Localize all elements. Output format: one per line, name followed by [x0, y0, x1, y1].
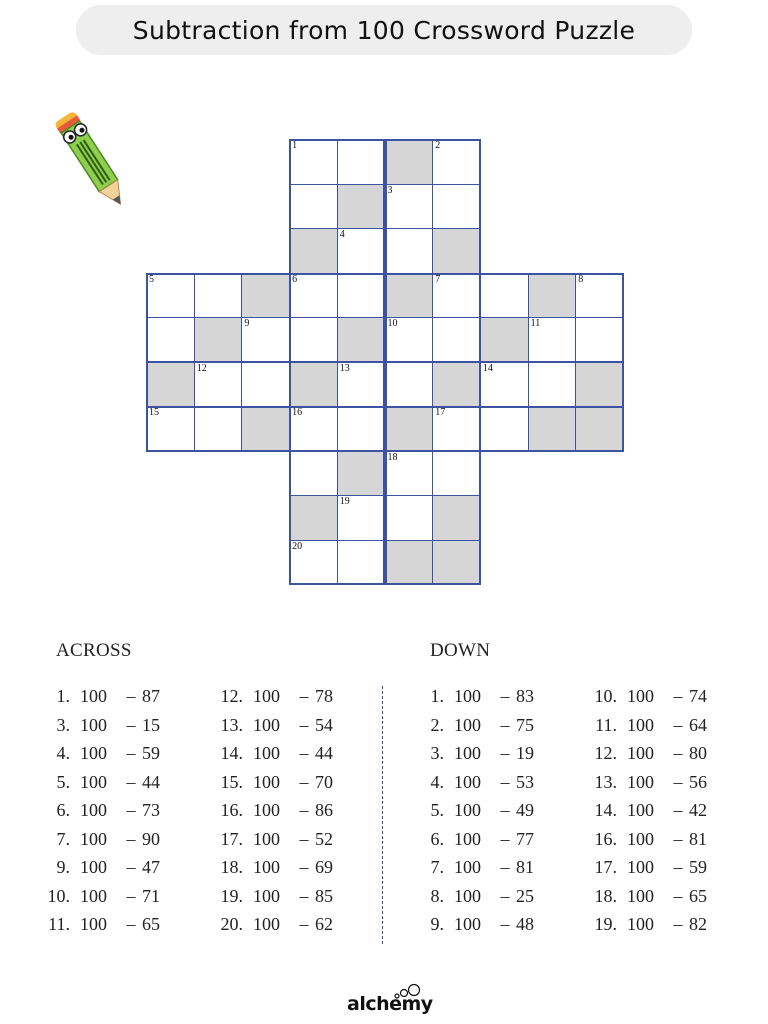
minus-sign: –: [126, 686, 136, 706]
clue-minuend: 100: [253, 885, 280, 906]
clue-subtrahend: 49: [516, 800, 534, 820]
blocked-cell: [432, 495, 481, 541]
column-divider: [382, 686, 383, 944]
clue-minuend: 100: [80, 885, 107, 906]
clue-number: 3: [387, 184, 393, 196]
minus-sign: –: [126, 857, 136, 877]
puzzle-cell[interactable]: [480, 406, 529, 452]
clue-subtrahend: 59: [689, 857, 707, 877]
clue-subtrahend: 69: [315, 857, 333, 877]
puzzle-cell[interactable]: [337, 495, 386, 541]
across-clue: [213, 768, 345, 796]
clue-subtrahend: 19: [516, 743, 534, 763]
minus-sign: –: [500, 714, 510, 735]
clue-minuend: 100: [253, 771, 280, 792]
minus-sign: –: [673, 828, 683, 849]
puzzle-cell[interactable]: [289, 451, 338, 497]
blocked-cell: [385, 540, 434, 586]
clue-number: 5.: [430, 800, 444, 820]
clue-number: 17: [435, 407, 446, 418]
clue-number: 10.: [594, 686, 617, 706]
clue-number: 9: [244, 318, 250, 329]
clue-subtrahend: 73: [142, 800, 160, 820]
clue-minuend: 100: [80, 743, 107, 763]
minus-sign: –: [126, 714, 136, 735]
clue-number: 20.: [220, 914, 243, 934]
blocked-cell: [528, 273, 577, 319]
blocked-cell: [432, 228, 481, 274]
down-clue: [414, 796, 546, 824]
minus-sign: –: [673, 686, 683, 706]
down-clue: [414, 711, 546, 739]
down-clue: [587, 853, 719, 881]
clue-number: 19.: [220, 885, 243, 906]
clue-number: 4.: [56, 743, 70, 763]
down-clue: [587, 768, 719, 796]
clue-minuend: 100: [454, 743, 481, 763]
clue-minuend: 100: [253, 686, 280, 706]
clue-number: 3.: [56, 714, 70, 735]
across-clue: [213, 910, 345, 938]
clue-subtrahend: 74: [689, 686, 707, 706]
clue-subtrahend: 90: [142, 828, 160, 849]
clue-number: 1.: [430, 686, 444, 706]
bubbles-icon: [393, 983, 423, 1001]
down-clue: [587, 739, 719, 767]
minus-sign: –: [500, 743, 510, 763]
clue-number: 14: [482, 362, 493, 374]
puzzle-cell[interactable]: [194, 406, 243, 452]
across-clue: [40, 682, 172, 710]
puzzle-cell[interactable]: [194, 362, 243, 408]
minus-sign: –: [299, 771, 309, 792]
down-clue: [414, 768, 546, 796]
puzzle-cell[interactable]: [337, 406, 386, 452]
minus-sign: –: [126, 771, 136, 792]
puzzle-cell[interactable]: [432, 139, 481, 185]
down-clue: [587, 825, 719, 853]
puzzle-cell[interactable]: [337, 362, 386, 408]
blocked-cell: [575, 362, 624, 408]
clue-minuend: 100: [80, 828, 107, 849]
clue-subtrahend: 71: [142, 885, 160, 906]
clue-number: 6.: [430, 828, 444, 849]
clue-number: 12.: [220, 686, 243, 706]
clue-minuend: 100: [627, 714, 654, 735]
clue-minuend: 100: [80, 914, 107, 934]
clue-subtrahend: 47: [142, 857, 160, 877]
clue-subtrahend: 85: [315, 885, 333, 906]
blocked-cell: [289, 495, 338, 541]
down-clue: [414, 853, 546, 881]
clue-minuend: 100: [454, 857, 481, 877]
minus-sign: –: [500, 800, 510, 820]
clue-number: 16.: [220, 800, 243, 820]
minus-sign: –: [673, 800, 683, 820]
minus-sign: –: [673, 771, 683, 792]
clue-subtrahend: 82: [689, 914, 707, 934]
clue-minuend: 100: [80, 857, 107, 877]
puzzle-cell[interactable]: [528, 317, 577, 363]
clue-subtrahend: 83: [516, 686, 534, 706]
minus-sign: –: [299, 686, 309, 706]
across-clue: [40, 853, 172, 881]
clue-minuend: 100: [454, 800, 481, 820]
clue-number: 20: [292, 540, 303, 552]
blocked-cell: [337, 184, 386, 230]
across-clue: [40, 711, 172, 739]
minus-sign: –: [673, 714, 683, 735]
clue-number: 6: [292, 273, 298, 285]
blocked-cell: [337, 317, 386, 363]
blocked-cell: [432, 362, 481, 408]
clue-number: 1.: [56, 686, 70, 706]
clue-number: 14.: [594, 800, 617, 820]
minus-sign: –: [299, 828, 309, 849]
clue-subtrahend: 65: [142, 914, 160, 934]
blocked-cell: [528, 406, 577, 452]
clue-number: 17.: [594, 857, 617, 877]
clue-number: 7: [435, 273, 441, 285]
clue-subtrahend: 86: [315, 800, 333, 820]
puzzle-cell[interactable]: [385, 451, 434, 497]
clue-subtrahend: 25: [516, 885, 534, 906]
minus-sign: –: [500, 828, 510, 849]
down-clue: [587, 682, 719, 710]
clue-minuend: 100: [253, 857, 280, 877]
puzzle-cell[interactable]: [289, 406, 338, 452]
puzzle-cell[interactable]: [194, 273, 243, 319]
minus-sign: –: [126, 800, 136, 820]
minus-sign: –: [299, 914, 309, 934]
clue-number: 17.: [220, 828, 243, 849]
puzzle-cell[interactable]: [289, 317, 338, 363]
clue-subtrahend: 48: [516, 914, 534, 934]
clue-number: 4: [339, 229, 345, 240]
across-clue: [213, 739, 345, 767]
down-clue: [587, 796, 719, 824]
clue-number: 15.: [220, 771, 243, 792]
clue-subtrahend: 80: [689, 743, 707, 763]
clue-number: 18.: [220, 857, 243, 877]
clue-number: 15: [149, 407, 159, 418]
minus-sign: –: [126, 743, 136, 763]
blocked-cell: [385, 273, 434, 319]
blocked-cell: [575, 406, 624, 452]
clue-number: 6.: [56, 800, 70, 820]
clue-number: 11.: [595, 714, 617, 735]
minus-sign: –: [673, 743, 683, 763]
clue-number: 3.: [430, 743, 444, 763]
across-clue: [40, 739, 172, 767]
across-clue: [40, 796, 172, 824]
clue-minuend: 100: [627, 686, 654, 706]
clue-subtrahend: 87: [142, 686, 160, 706]
down-clue: [414, 739, 546, 767]
puzzle-cell[interactable]: [432, 451, 481, 497]
blocked-cell: [289, 228, 338, 274]
clue-minuend: 100: [627, 743, 654, 763]
clue-number: 18: [387, 451, 398, 463]
clue-minuend: 100: [627, 857, 654, 877]
blocked-cell: [432, 540, 481, 586]
logo-text: alchemy: [347, 993, 433, 1015]
minus-sign: –: [299, 743, 309, 763]
clue-number: 5.: [56, 771, 70, 792]
across-clue: [213, 796, 345, 824]
minus-sign: –: [500, 771, 510, 792]
clue-subtrahend: 81: [689, 828, 707, 849]
clue-number: 13.: [594, 771, 617, 792]
clue-number: 8: [578, 273, 584, 285]
puzzle-cell[interactable]: [432, 273, 481, 319]
across-clue: [40, 910, 172, 938]
clue-number: 9.: [430, 914, 444, 934]
minus-sign: –: [500, 857, 510, 877]
blocked-cell: [241, 406, 290, 452]
clue-number: 19.: [594, 914, 617, 934]
clue-minuend: 100: [80, 771, 107, 792]
blocked-cell: [289, 362, 338, 408]
minus-sign: –: [673, 885, 683, 906]
clue-minuend: 100: [253, 828, 280, 849]
puzzle-cell[interactable]: [289, 540, 338, 586]
clue-minuend: 100: [627, 800, 654, 820]
blocked-cell: [194, 317, 243, 363]
blocked-cell: [385, 406, 434, 452]
clue-minuend: 100: [253, 914, 280, 934]
down-clue: [587, 711, 719, 739]
puzzle-cell[interactable]: [480, 273, 529, 319]
clue-subtrahend: 75: [516, 714, 534, 735]
puzzle-cell[interactable]: [241, 362, 290, 408]
clue-subtrahend: 44: [315, 743, 333, 763]
clue-subtrahend: 52: [315, 828, 333, 849]
down-clue: [414, 910, 546, 938]
blocked-cell: [480, 317, 529, 363]
clue-number: 19: [339, 496, 350, 507]
clue-subtrahend: 59: [142, 743, 160, 763]
clue-subtrahend: 65: [689, 885, 707, 906]
puzzle-cell[interactable]: [575, 317, 624, 363]
clue-number: 10.: [47, 885, 70, 906]
clue-minuend: 100: [454, 771, 481, 792]
blocked-cell: [241, 273, 290, 319]
clue-number: 9.: [56, 857, 70, 877]
clue-minuend: 100: [80, 714, 107, 735]
clue-subtrahend: 56: [689, 771, 707, 792]
puzzle-cell[interactable]: [432, 406, 481, 452]
clue-minuend: 100: [80, 800, 107, 820]
across-clue: [213, 682, 345, 710]
clue-subtrahend: 77: [516, 828, 534, 849]
across-clue: [213, 853, 345, 881]
clue-minuend: 100: [253, 714, 280, 735]
across-clue: [213, 711, 345, 739]
across-clue: [213, 825, 345, 853]
clue-minuend: 100: [454, 885, 481, 906]
clue-subtrahend: 15: [142, 714, 160, 735]
clue-number: 16: [292, 407, 303, 418]
page-title: Subtraction from 100 Crossword Puzzle: [132, 15, 636, 45]
clue-subtrahend: 54: [315, 714, 333, 735]
puzzle-cell[interactable]: [385, 362, 434, 408]
clue-subtrahend: 62: [315, 914, 333, 934]
across-clue: [40, 825, 172, 853]
clue-minuend: 100: [627, 914, 654, 934]
down-clue: [587, 910, 719, 938]
puzzle-cell[interactable]: [289, 184, 338, 230]
puzzle-cell[interactable]: [289, 139, 338, 185]
across-clue: [40, 768, 172, 796]
clue-number: 10: [387, 318, 398, 329]
down-clue: [587, 882, 719, 910]
minus-sign: –: [673, 857, 683, 877]
down-clue: [414, 825, 546, 853]
alchemy-logo: [345, 983, 433, 1019]
across-clue: [40, 882, 172, 910]
clue-minuend: 100: [454, 686, 481, 706]
puzzle-cell[interactable]: [337, 273, 386, 319]
blocked-cell: [385, 139, 434, 185]
clue-minuend: 100: [454, 828, 481, 849]
puzzle-cell[interactable]: [289, 273, 338, 319]
blocked-cell: [146, 362, 195, 408]
puzzle-cell[interactable]: [146, 317, 195, 363]
clue-minuend: 100: [80, 686, 107, 706]
clue-number: 4.: [430, 771, 444, 792]
minus-sign: –: [500, 885, 510, 906]
clue-number: 16.: [594, 828, 617, 849]
clue-minuend: 100: [627, 885, 654, 906]
puzzle-cell[interactable]: [528, 362, 577, 408]
minus-sign: –: [500, 914, 510, 934]
across-clue: [213, 882, 345, 910]
clue-number: 13.: [220, 714, 243, 735]
clue-number: 7.: [430, 857, 444, 877]
clue-number: 11: [530, 318, 541, 329]
blocked-cell: [337, 451, 386, 497]
puzzle-cell[interactable]: [385, 228, 434, 274]
minus-sign: –: [299, 714, 309, 735]
clue-minuend: 100: [627, 828, 654, 849]
puzzle-cell[interactable]: [385, 317, 434, 363]
puzzle-cell[interactable]: [337, 228, 386, 274]
clue-subtrahend: 64: [689, 714, 707, 735]
across-heading: ACROSS: [56, 640, 132, 661]
clue-number: 18.: [594, 885, 617, 906]
minus-sign: –: [126, 828, 136, 849]
clue-number: 7.: [56, 828, 70, 849]
puzzle-cell[interactable]: [241, 317, 290, 363]
clue-subtrahend: 78: [315, 686, 333, 706]
clue-number: 1: [292, 140, 298, 151]
puzzle-cell[interactable]: [337, 540, 386, 586]
clue-number: 8.: [430, 885, 444, 906]
puzzle-cell[interactable]: [432, 317, 481, 363]
clue-number: 2.: [430, 714, 444, 735]
clue-subtrahend: 70: [315, 771, 333, 792]
clue-number: 2: [435, 140, 441, 151]
minus-sign: –: [126, 885, 136, 906]
puzzle-cell[interactable]: [385, 495, 434, 541]
clue-minuend: 100: [454, 914, 481, 934]
puzzle-cell[interactable]: [337, 139, 386, 185]
clue-minuend: 100: [454, 714, 481, 735]
clue-minuend: 100: [253, 800, 280, 820]
clue-subtrahend: 53: [516, 771, 534, 792]
down-heading: DOWN: [430, 640, 491, 661]
puzzle-cell[interactable]: [432, 184, 481, 230]
puzzle-cell[interactable]: [146, 406, 195, 452]
minus-sign: –: [500, 686, 510, 706]
clue-number: 5: [149, 273, 154, 285]
clue-subtrahend: 44: [142, 771, 160, 792]
clue-number: 12.: [594, 743, 617, 763]
puzzle-cell[interactable]: [385, 184, 434, 230]
puzzle-cell[interactable]: [575, 273, 624, 319]
down-clue: [414, 682, 546, 710]
minus-sign: –: [299, 885, 309, 906]
clue-number: 11.: [48, 914, 70, 934]
minus-sign: –: [299, 857, 309, 877]
clue-number: 13: [339, 362, 350, 374]
clue-subtrahend: 42: [689, 800, 707, 820]
minus-sign: –: [299, 800, 309, 820]
down-clue: [414, 882, 546, 910]
clue-minuend: 100: [253, 743, 280, 763]
clue-number: 12: [196, 362, 207, 374]
minus-sign: –: [126, 914, 136, 934]
clue-minuend: 100: [627, 771, 654, 792]
clue-subtrahend: 81: [516, 857, 534, 877]
puzzle-cell[interactable]: [480, 362, 529, 408]
clue-number: 14.: [220, 743, 243, 763]
minus-sign: –: [673, 914, 683, 934]
puzzle-cell[interactable]: [146, 273, 195, 319]
